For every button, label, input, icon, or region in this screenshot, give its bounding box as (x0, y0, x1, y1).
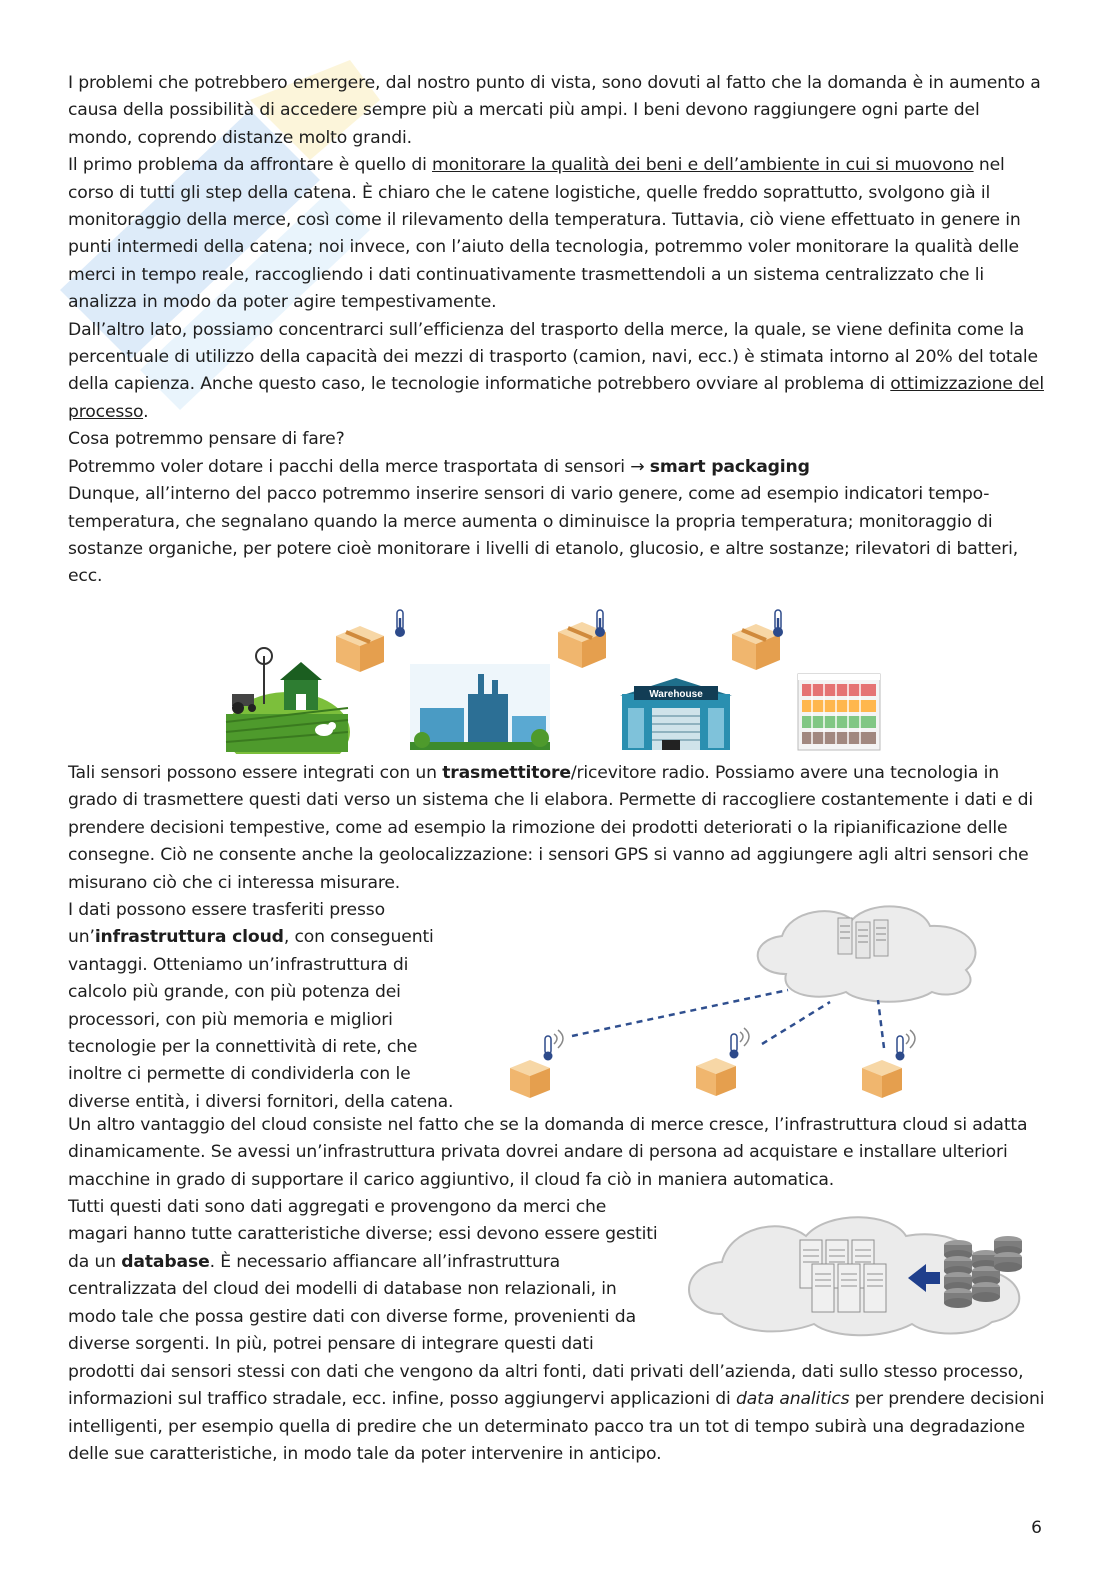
transmitter-text (68, 760, 1048, 897)
paragraph-9: Un altro vantaggio del cloud consiste nel fatto che se la domanda di merce cresce, l’infrastruttura cloud si adatta dinamicamente. Se avessi un’infrastruttura privata dovrei andare di persona ad acquistare e installare ulteriori macchine in grado di supportare il carico aggiuntivo, il cloud fa ciò in maniera automatica. (68, 1115, 1028, 1190)
paragraph-2: Il primo problema da affrontare è quello di monitorare la qualità dei beni e dell’ambiente in cui si muovono nel corso di tutti gli step della catena. È chiaro che le catene logistiche, quelle freddo soprattutto, svolgono già il monitoraggio della merce, così come il rilevamento della temperatura. Tuttavia, ciò viene effettuato in genere in punti intermedi della catena; noi invece, con l’aiuto della tecnologia, potremmo voler monitorare la qualità delle merci in tempo reale, raccogliendo i dati continuativamente trasmettendoli a un sistema centralizzato che li analizza in modo da poter agire tempestivamente. (68, 155, 1021, 313)
connection-lines (572, 990, 884, 1048)
paragraph-7: Tali sensori possono essere integrati con un trasmettitore/ricevitore radio. Possiamo avere una tecnologia in grado di trasmettere questi dati verso un sistema che li elabora. Permette di raccogliere costantemente i dati e di prendere decisioni tempestive, come ad esempio la rimozione dei prodotti deteriorati o la ripianificazione delle consegne. Ciò ne consente anche la geolocalizzazione: i sensori GPS si vanno ad aggiungere agli altri sensori che misurano ciò che ci interessa misurare. (68, 763, 1033, 893)
database-text (68, 1194, 668, 1358)
store-shelves-illustration (798, 674, 880, 750)
paragraph-4: Cosa potremmo pensare di fare? (68, 429, 345, 450)
sensor-box-middle (696, 1028, 749, 1096)
cloud-shape (758, 906, 976, 1001)
warehouse-illustration (620, 678, 732, 750)
bold-trasmettitore: trasmettitore (442, 763, 571, 783)
warehouse-label: Warehouse (649, 689, 703, 700)
paragraph-3: Dall’altro lato, possiamo concentrarci sull’efficienza del trasporto della merce, la quale, se viene definita come la percentuale di utilizzo della capacità dei mezzi di trasporto (camion, navi, ecc.) è stimata intorno al 20% del totale della capienza. Anche questo caso, le tecnologie informatiche potrebbero ovviare al problema di ottimizzazione del processo. (68, 319, 1044, 422)
sensor-box-left (510, 1030, 563, 1098)
page-number: 6 (1031, 1518, 1042, 1538)
sensor-box-right (862, 1030, 915, 1098)
underlined-phrase-monitoring: monitorare la qualità dei beni e dell’ambiente in cui si muovono (432, 155, 974, 176)
paragraph-6: Dunque, all’interno del pacco potremmo inserire sensori di vario genere, come ad esempio indicatori tempo-temperatura, che segnalano quando la merce aumenta o diminuisce la propria temperatura; monitoraggio di sostanze organiche, per potere cioè monitorare i livelli di etanolo, glucosio, e altre sostanze; rilevatori di batteri, ecc. (68, 484, 1019, 587)
bold-database: database (121, 1251, 210, 1272)
bold-smart-packaging: smart packaging (649, 456, 810, 477)
cloud-text (68, 897, 468, 1116)
italic-data-analitics: data analitics (735, 1389, 850, 1410)
paragraph-8: I dati possono essere trasferiti presso un’infrastruttura cloud, con conseguenti vantaggi. Otteniamo un’infrastruttura di calcolo più grande, con più potenza dei processori, con più memoria e migliori tecnologie per la connettività di rete, che inoltre ci permette di condividerla con le diverse entità, i diversi fornitori, della catena. (68, 900, 454, 1112)
cloud-infrastructure-figure (500, 896, 1040, 1102)
factory-illustration (410, 664, 550, 750)
sensor-box-3 (732, 610, 783, 670)
paragraph-10: Tutti questi dati sono dati aggregati e provengono da merci che magari hanno tutte caratteristiche diverse; essi devono essere gestiti da un database. È necessario affiancare all’infrastruttura centralizzata del cloud dei modelli di database non relazionali, in modo tale che possa gestire dati con diverse forme, provenienti da diverse sorgenti. In più, potrei pensare di integrare questi dati (68, 1197, 658, 1355)
intro-text (68, 70, 1048, 591)
server-rack-cluster (800, 1240, 886, 1312)
paragraph-5: Potremmo voler dotare i pacchi della merce trasportata di sensori → smart packaging (68, 456, 810, 477)
paragraph-1: I problemi che potrebbero emergere, dal nostro punto di vista, sono dovuti al fatto che la domanda è in aumento a causa della possibilità di accedere sempre più a mercati più ampi. I beni devono raggiungere ogni parte del mondo, coprendo distanze molto grandi. (68, 73, 1041, 148)
underlined-phrase-optimization: ottimizzazione del processo (68, 374, 1044, 422)
farm-illustration (226, 648, 350, 754)
supply-chain-figure (224, 604, 888, 754)
sensor-box-2 (558, 610, 606, 668)
paragraph-11: prodotti dai sensori stessi con dati che vengono da altri fonti, dati privati dell’azienda, dati sullo stesso processo, informazioni sul traffico stradale, ecc. infine, posso aggiungervi applicazioni di data analitics per prendere decisioni intelligenti, per esempio quella di predire che un determinato pacco tra un tot di tempo subirà una degradazione delle sue caratteristiche, in modo tale da poter intervenire in anticipo. (68, 1362, 1045, 1465)
cloud-advantage-text (68, 1112, 1048, 1194)
bold-infrastruttura-cloud: infrastruttura cloud (94, 927, 284, 948)
sensor-box-1 (336, 610, 405, 672)
analytics-text (68, 1359, 1048, 1469)
database-cloud-figure (682, 1206, 1042, 1340)
